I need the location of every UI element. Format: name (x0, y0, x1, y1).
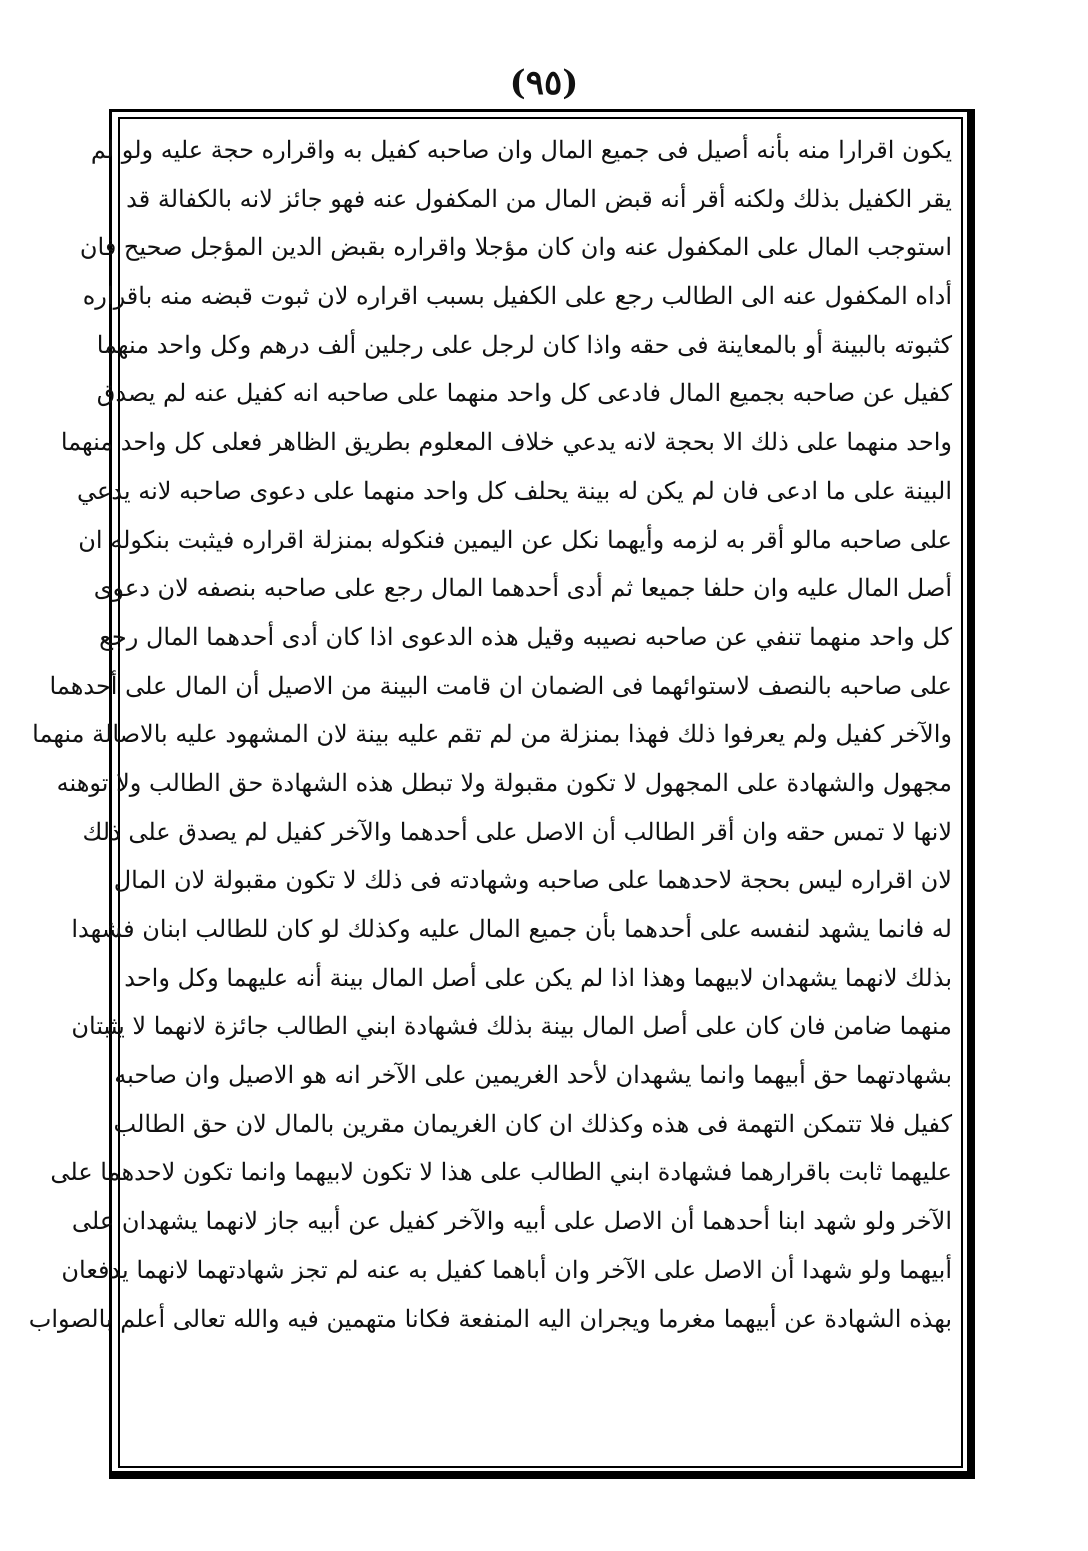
text-line: على صاحبه بالنصف لاستوائهما فى الضمان ان قامت البينة من الاصيل أن المال على أحدهما (49, 671, 952, 700)
text-line: عليهما ثابت باقرارهما فشهادة ابني الطالب على هذا لا تكون لابيهما وانما تكون لاحدهما على (50, 1158, 952, 1187)
text-line: بذلك لانهما يشهدان لابيهما وهذا اذا لم يكن على أصل المال بينة أنه عليهما وكل واحد (124, 963, 952, 992)
text-line: البينة على ما ادعى فان لم يكن له بينة يحلف كل واحد منهما على دعوى صاحبه لانه يدعي (76, 476, 952, 505)
text-line: يقر الكفيل بذلك ولكنه أقر أنه قبض المال من المكفول عنه فهو جائز لانه بالكفالة قد (126, 184, 952, 213)
text-line: أصل المال عليه وان حلفا جميعا ثم أدى أحدهما المال رجع على صاحبه بنصفه لان دعوى (93, 574, 952, 603)
text-line: كفيل عن صاحبه بجميع المال فادعى كل واحد منهما على صاحبه انه كفيل عنه لم يصدق (96, 379, 952, 408)
text-line: مجهول والشهادة على المجهول لا تكون مقبولة ولا تبطل هذه الشهادة حق الطالب ولا توهنه (56, 768, 952, 797)
text-line: لان اقراره ليس بحجة لاحدهما على صاحبه وشهادته فى ذلك لا تكون مقبولة لان المال (113, 866, 952, 895)
text-line: كفيل فلا تتمكن التهمة فى هذه وكذلك ان كان الغريمان مقرين بالمال لان حق الطالب (113, 1109, 952, 1138)
text-line: أبيهما ولو شهدا أن الاصل على الآخر وان أباهما كفيل به عنه لم تجز شهادتهما لانهما يدفعان (61, 1255, 952, 1284)
text-line: استوجب المال على المكفول عنه وان كان مؤجلا واقراره بقبض الدين المؤجل صحيح فان (79, 233, 952, 262)
text-line: واحد منهما على ذلك الا بحجة لانه يدعي خلاف المعلوم بطريق الظاهر فعلى كل واحد منهما (60, 428, 952, 457)
text-line: يكون اقرارا منه بأنه أصيل فى جميع المال وان صاحبه كفيل به واقراره حجة عليه ولو لم (90, 136, 952, 164)
text-line: منهما ضامن فان كان على أصل المال بينة بذلك فشهادة ابني الطالب جائزة لانهما لا يثبتان (71, 1012, 952, 1041)
page-number: (٩٥) (509, 63, 579, 103)
text-line: بهذه الشهادة عن أبيهما مغرما ويجران اليه المنفعة فكانا متهمين فيه والله تعالى أعلم بالصواب (28, 1304, 952, 1333)
text-line: الآخر ولو شهد ابنا أحدهما أن الاصل على أبيه والآخر كفيل عن أبيه جاز لانهما يشهدان على (71, 1207, 952, 1236)
text-line: أداه المكفول عنه الى الطالب رجع على الكفيل بسبب اقراره لان ثبوت قبضه منه باقراره (82, 282, 952, 311)
text-line: كل واحد منهما تنفي عن صاحبه نصيبه وقيل هذه الدعوى اذا كان أدى أحدهما المال رجع (99, 622, 952, 651)
text-line: والآخر كفيل ولم يعرفوا ذلك فهذا بمنزلة من لم تقم عليه بينة لان المشهود عليه بالاصالة منهما (32, 720, 952, 749)
text-body (28, 126, 952, 1462)
text-line: على صاحبه مالو أقر به لزمه وأيهما نكل عن اليمين فنكوله بمنزلة اقراره فيثبت بنكوله ان (78, 525, 952, 554)
text-line: بشهادتهما حق أبيهما وانما يشهدان لأحد الغريمين على الآخر انه هو الاصيل وان صاحبه (114, 1061, 952, 1090)
text-line: له فانما يشهد لنفسه على أحدهما بأن جميع المال عليه وكذلك لو كان للطالب ابنان فشهدا (71, 915, 952, 943)
text-line: كثبوته بالبينة أو بالمعاينة فى حقه واذا كان لرجل على رجلين ألف درهم وكل واحد منهما (96, 330, 952, 359)
text-line: لانها لا تمس حقه وان أقر الطالب أن الاصل على أحدهما والآخر كفيل لم يصدق على ذلك (82, 817, 952, 846)
